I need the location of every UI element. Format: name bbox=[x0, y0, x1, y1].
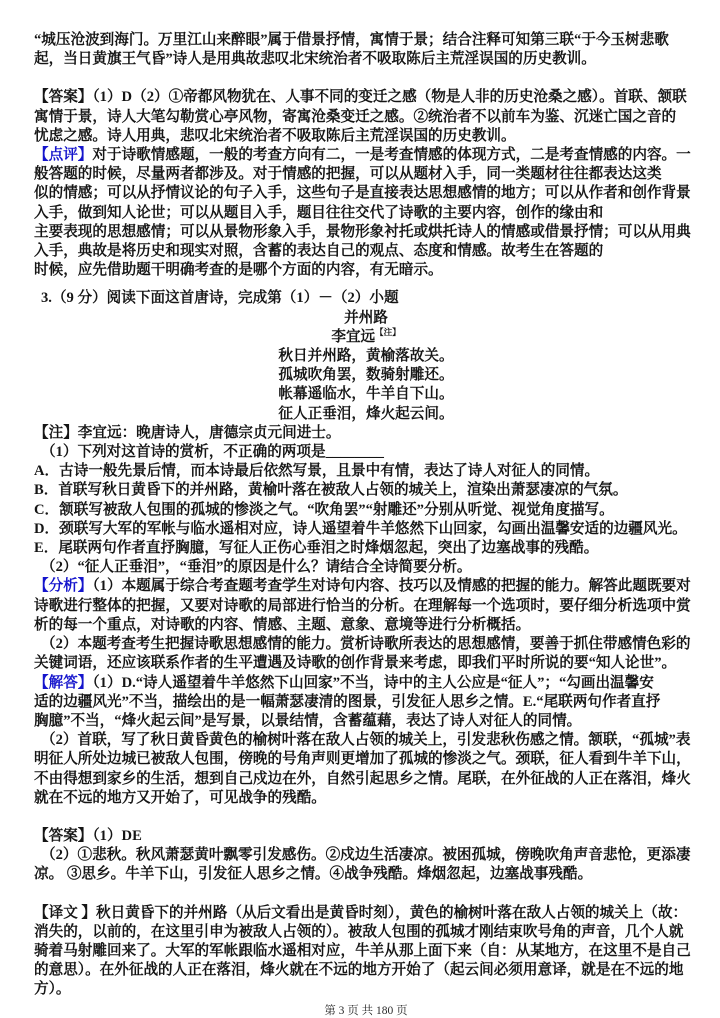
line-text: D．颈联写大军的军帐与临水遥相对应，诗人遥望着牛羊悠然下山回家，勾画出温馨安适的边疆风光。 bbox=[34, 520, 687, 537]
section-label: 【点评】 bbox=[34, 147, 93, 164]
text-line bbox=[34, 146, 698, 165]
question-1-stem bbox=[34, 443, 698, 462]
line-text: 主要表现的思想感情；可以从景物形象入手，景物形象衬托或烘托诗人的情感或借景抒情；可以从用典 bbox=[34, 223, 691, 240]
line-text: （2）本题考查考生把握诗歌思想感情的能力。赏析诗歌所表达的思想感情，要善于抓住带感情色彩的 bbox=[41, 636, 691, 653]
paragraph-gap bbox=[34, 885, 698, 904]
line-text: 【注】李宜远：晚唐诗人，唐德宗贞元间进士。 bbox=[34, 424, 341, 441]
poem-verse bbox=[34, 405, 698, 424]
poem-verse bbox=[34, 366, 698, 385]
text-line bbox=[34, 942, 698, 961]
line-text: （1）下列对这首诗的赏析，不正确的两项是________ bbox=[41, 444, 384, 461]
document-body bbox=[34, 31, 698, 1000]
section-label: 【解答】 bbox=[34, 674, 93, 691]
text-line bbox=[34, 127, 698, 146]
line-text: 【译文 】秋日黄昏下的并州路（从后文看出是黄昏时刻），黄色的榆树叶落在敌人占领的城关上（故： bbox=[34, 904, 688, 921]
line-text: （1）本题属于综合考查题考查学生对诗句内容、技巧以及情感的把握的能力。解答此题既要对 bbox=[92, 578, 691, 595]
line-text: 的意思）。在外征战的人正在落泪，烽火就在不远的地方开始了（起云间必须用意译，就是在不远的地 bbox=[34, 962, 684, 979]
line-text: 般答题的时候，尽量两者都涉及。对于情感的把握，可以从题材入手，同一类题材往往都表达这类 bbox=[34, 166, 662, 183]
option-b bbox=[34, 481, 698, 500]
line-text: 关键词语，还应该联系作者的生平遭遇及诗歌的创作背景来考虑，即我们平时所说的要“知人论世”。 bbox=[34, 655, 677, 672]
poem-verse bbox=[34, 385, 698, 404]
text-line bbox=[34, 865, 698, 884]
text-line bbox=[34, 31, 698, 50]
solution-paragraph bbox=[34, 674, 698, 808]
text-line bbox=[34, 961, 698, 980]
final-answer-paragraph bbox=[34, 827, 698, 885]
text-line bbox=[34, 261, 698, 280]
text-line bbox=[34, 424, 698, 443]
line-text: 【答案】（1）DE bbox=[34, 827, 142, 844]
line-text: 3.（9 分）阅读下面这首唐诗，完成第（1）－（2）小题 bbox=[41, 290, 399, 307]
option-c bbox=[34, 501, 698, 520]
option-e bbox=[34, 539, 698, 558]
line-text: 忧虑之感。诗人用典，悲叹北宋统治者不吸取陈后主荒淫误国的历史教训。 bbox=[34, 127, 516, 144]
line-text: 起，当日黄旗王气昏”诗人是用典故悲叹北宋统治者不吸取陈后主荒淫误国的历史教训。 bbox=[34, 51, 596, 68]
section-label: 【分析】 bbox=[34, 578, 93, 595]
comment-paragraph bbox=[34, 146, 698, 280]
line-text: 不由得想到家乡的生活，想到自己戍边在外，自然引起思乡之情。尾联，在外征战的人正在落泪，烽火 bbox=[34, 770, 691, 787]
line-text: 就在不远的地方又开始了，可见战争的残酷。 bbox=[34, 789, 326, 806]
text-line bbox=[34, 923, 698, 942]
text-line bbox=[34, 616, 698, 635]
line-text: 【答案】（1）D（2）①帝都风物犹在、人事不同的变迁之感（物是人非的历史沧桑之感）。首联、颔联 bbox=[34, 89, 687, 106]
text-line bbox=[34, 242, 698, 261]
line-text: 骑着马射雕回来了。大军的军帐跟临水遥相对应，牛羊从那上面下来（自：从某地方，在这里不是自己 bbox=[34, 942, 691, 959]
carryover-analysis-paragraph bbox=[34, 31, 698, 69]
question-3-stem bbox=[34, 289, 698, 308]
line-text: 消失的，以前的，在这里引申为被敌人占领的）。被敌人包围的孤城才刚结束吹号角的声音，几个人就 bbox=[34, 923, 684, 940]
text-line bbox=[34, 577, 698, 596]
text-line bbox=[34, 904, 698, 923]
question-1 bbox=[34, 443, 698, 462]
line-text: （2）“征人正垂泪”，“垂泪”的原因是什么？请结合全诗简要分析。 bbox=[41, 559, 472, 576]
text-line bbox=[34, 674, 698, 693]
line-text: 并州路 bbox=[344, 309, 388, 326]
text-line bbox=[34, 789, 698, 808]
paragraph-gap bbox=[34, 69, 698, 88]
text-line bbox=[34, 731, 698, 750]
line-text: 秋日并州路，黄榆落故关。 bbox=[278, 348, 454, 365]
line-text: 适的边疆风光”不当，描绘出的是一幅萧瑟凄清的图景，引发征人思乡之情。E.“尾联两句作者直抒 bbox=[34, 693, 661, 710]
text-line bbox=[34, 712, 698, 731]
line-text: （1）D.“诗人遥望着牛羊悠然下山回家”不当，诗中的主人公应是“征人”；“勾画出温馨安 bbox=[92, 674, 654, 691]
question-2 bbox=[34, 558, 698, 577]
question-1-options bbox=[34, 462, 698, 558]
text-line bbox=[34, 88, 698, 107]
note-superscript: 【注】 bbox=[375, 326, 401, 337]
poem-title bbox=[34, 309, 698, 328]
line-text: “城压沧波到海门。万里江山来醉眼”属于借景抒情，寓情于景；结合注释可知第三联“于今玉树悲歌 bbox=[34, 32, 669, 48]
option-d bbox=[34, 520, 698, 539]
text-line bbox=[34, 184, 698, 203]
text-line bbox=[34, 770, 698, 789]
text-line bbox=[34, 597, 698, 616]
line-text: C．颔联写被敌人包围的孤城的惨淡之气。“吹角罢”“射雕还”分别从听觉、视觉角度描写。 bbox=[34, 501, 614, 518]
line-text: 入手，做到知人论世；可以从题目入手，题目往往交代了诗歌的主要内容，创作的缘由和 bbox=[34, 204, 604, 221]
text-line bbox=[34, 223, 698, 242]
answer-q2-paragraph bbox=[34, 88, 698, 146]
line-text: 征人正垂泪，烽火起云间。 bbox=[278, 405, 454, 422]
poem-verse bbox=[34, 347, 698, 366]
text-line bbox=[34, 980, 698, 999]
line-text: E．尾联两句作者直抒胸臆，写征人正伤心垂泪之时烽烟忽起，突出了边塞战事的残酷。 bbox=[34, 540, 599, 557]
question-2-stem bbox=[34, 558, 698, 577]
text-line bbox=[34, 693, 698, 712]
text-line bbox=[34, 750, 698, 769]
line-text: 寓情于景，诗人大笔勾勒赏心亭风物，寄寓沧桑变迁之感。②统治者不以前车为鉴、沉迷亡国之音的 bbox=[34, 108, 677, 125]
text-line bbox=[34, 827, 698, 846]
line-text: 孤城吹角罢，数骑射雕还。 bbox=[278, 367, 454, 384]
page-footer: 第 3 页 共 180 页 bbox=[324, 1004, 408, 1017]
paragraph-gap bbox=[34, 280, 698, 289]
line-text: 析的每一个重点，对诗歌的内容、情感、主题、意象、意境等进行分析概括。 bbox=[34, 616, 531, 633]
poem-block bbox=[34, 309, 698, 424]
line-text: 胸臆”不当，“烽火起云间”是写景，以景结情，含蓄蕴藉，表达了诗人对征人的同情。 bbox=[34, 712, 582, 729]
text-line bbox=[34, 165, 698, 184]
line-text: B．首联写秋日黄昏下的并州路，黄榆叶落在被敌人占领的城关上，渲染出萧瑟凄凉的气氛。 bbox=[34, 482, 628, 499]
poem-note bbox=[34, 424, 698, 443]
line-text: 入手，典故是将历史和现实对照，含蓄的表达自己的观点、态度和情感。故考生在答题的 bbox=[34, 243, 604, 260]
option-a bbox=[34, 462, 698, 481]
line-text: 对于诗歌情感题，一般的考查方向有二，一是考查情感的体现方式，二是考查情感的内容。一 bbox=[92, 147, 691, 164]
text-line bbox=[34, 846, 698, 865]
poem-author bbox=[34, 328, 698, 347]
text-line bbox=[34, 635, 698, 654]
line-text: 时候，应先借助题干明确考查的是哪个方面的内容，有无暗示。 bbox=[34, 262, 443, 279]
line-text: 凉。 ③思乡。牛羊下山，引发征人思乡之情。④战争残酷。烽烟忽起，边塞战事残酷。 bbox=[34, 866, 593, 883]
paragraph-gap bbox=[34, 808, 698, 827]
line-text: 李宜远 bbox=[331, 328, 376, 345]
text-line bbox=[34, 108, 698, 127]
text-line bbox=[34, 204, 698, 223]
line-text: 明征人所处边城已被敌人包围，傍晚的号角声则更增加了孤城的惨淡之气。颈联，征人看到牛羊下山， bbox=[34, 751, 691, 768]
text-line bbox=[34, 654, 698, 673]
line-text: 诗歌进行整体的把握，又要对诗歌的局部进行恰当的分析。在理解每一个选项时，要仔细分析选项中赏 bbox=[34, 597, 691, 614]
analysis-paragraph bbox=[34, 577, 698, 673]
question-3-heading bbox=[34, 289, 698, 308]
line-text: （2）①悲秋。秋风萧瑟黄叶飘零引发感伤。②戍边生活凄凉。被困孤城，傍晚吹角声音悲怆，更添凄 bbox=[41, 847, 691, 864]
line-text: 似的情感；可以从抒情议论的句子入手，这些句子是直接表达思想感情的地方；可以从作者和创作背景 bbox=[34, 185, 691, 202]
text-line bbox=[34, 50, 698, 69]
translation-paragraph bbox=[34, 904, 698, 1000]
line-text: 方）。 bbox=[34, 981, 71, 998]
line-text: （2）首联，写了秋日黄昏黄色的榆树叶落在敌人占领的城关上，引发悲秋伤感之情。颔联，“孤城”表 bbox=[41, 732, 691, 749]
line-text: 帐幕遥临水，牛羊自下山。 bbox=[278, 386, 454, 403]
line-text: A．古诗一般先景后情，而本诗最后依然写景，且景中有情，表达了诗人对征人的同情。 bbox=[34, 463, 600, 480]
